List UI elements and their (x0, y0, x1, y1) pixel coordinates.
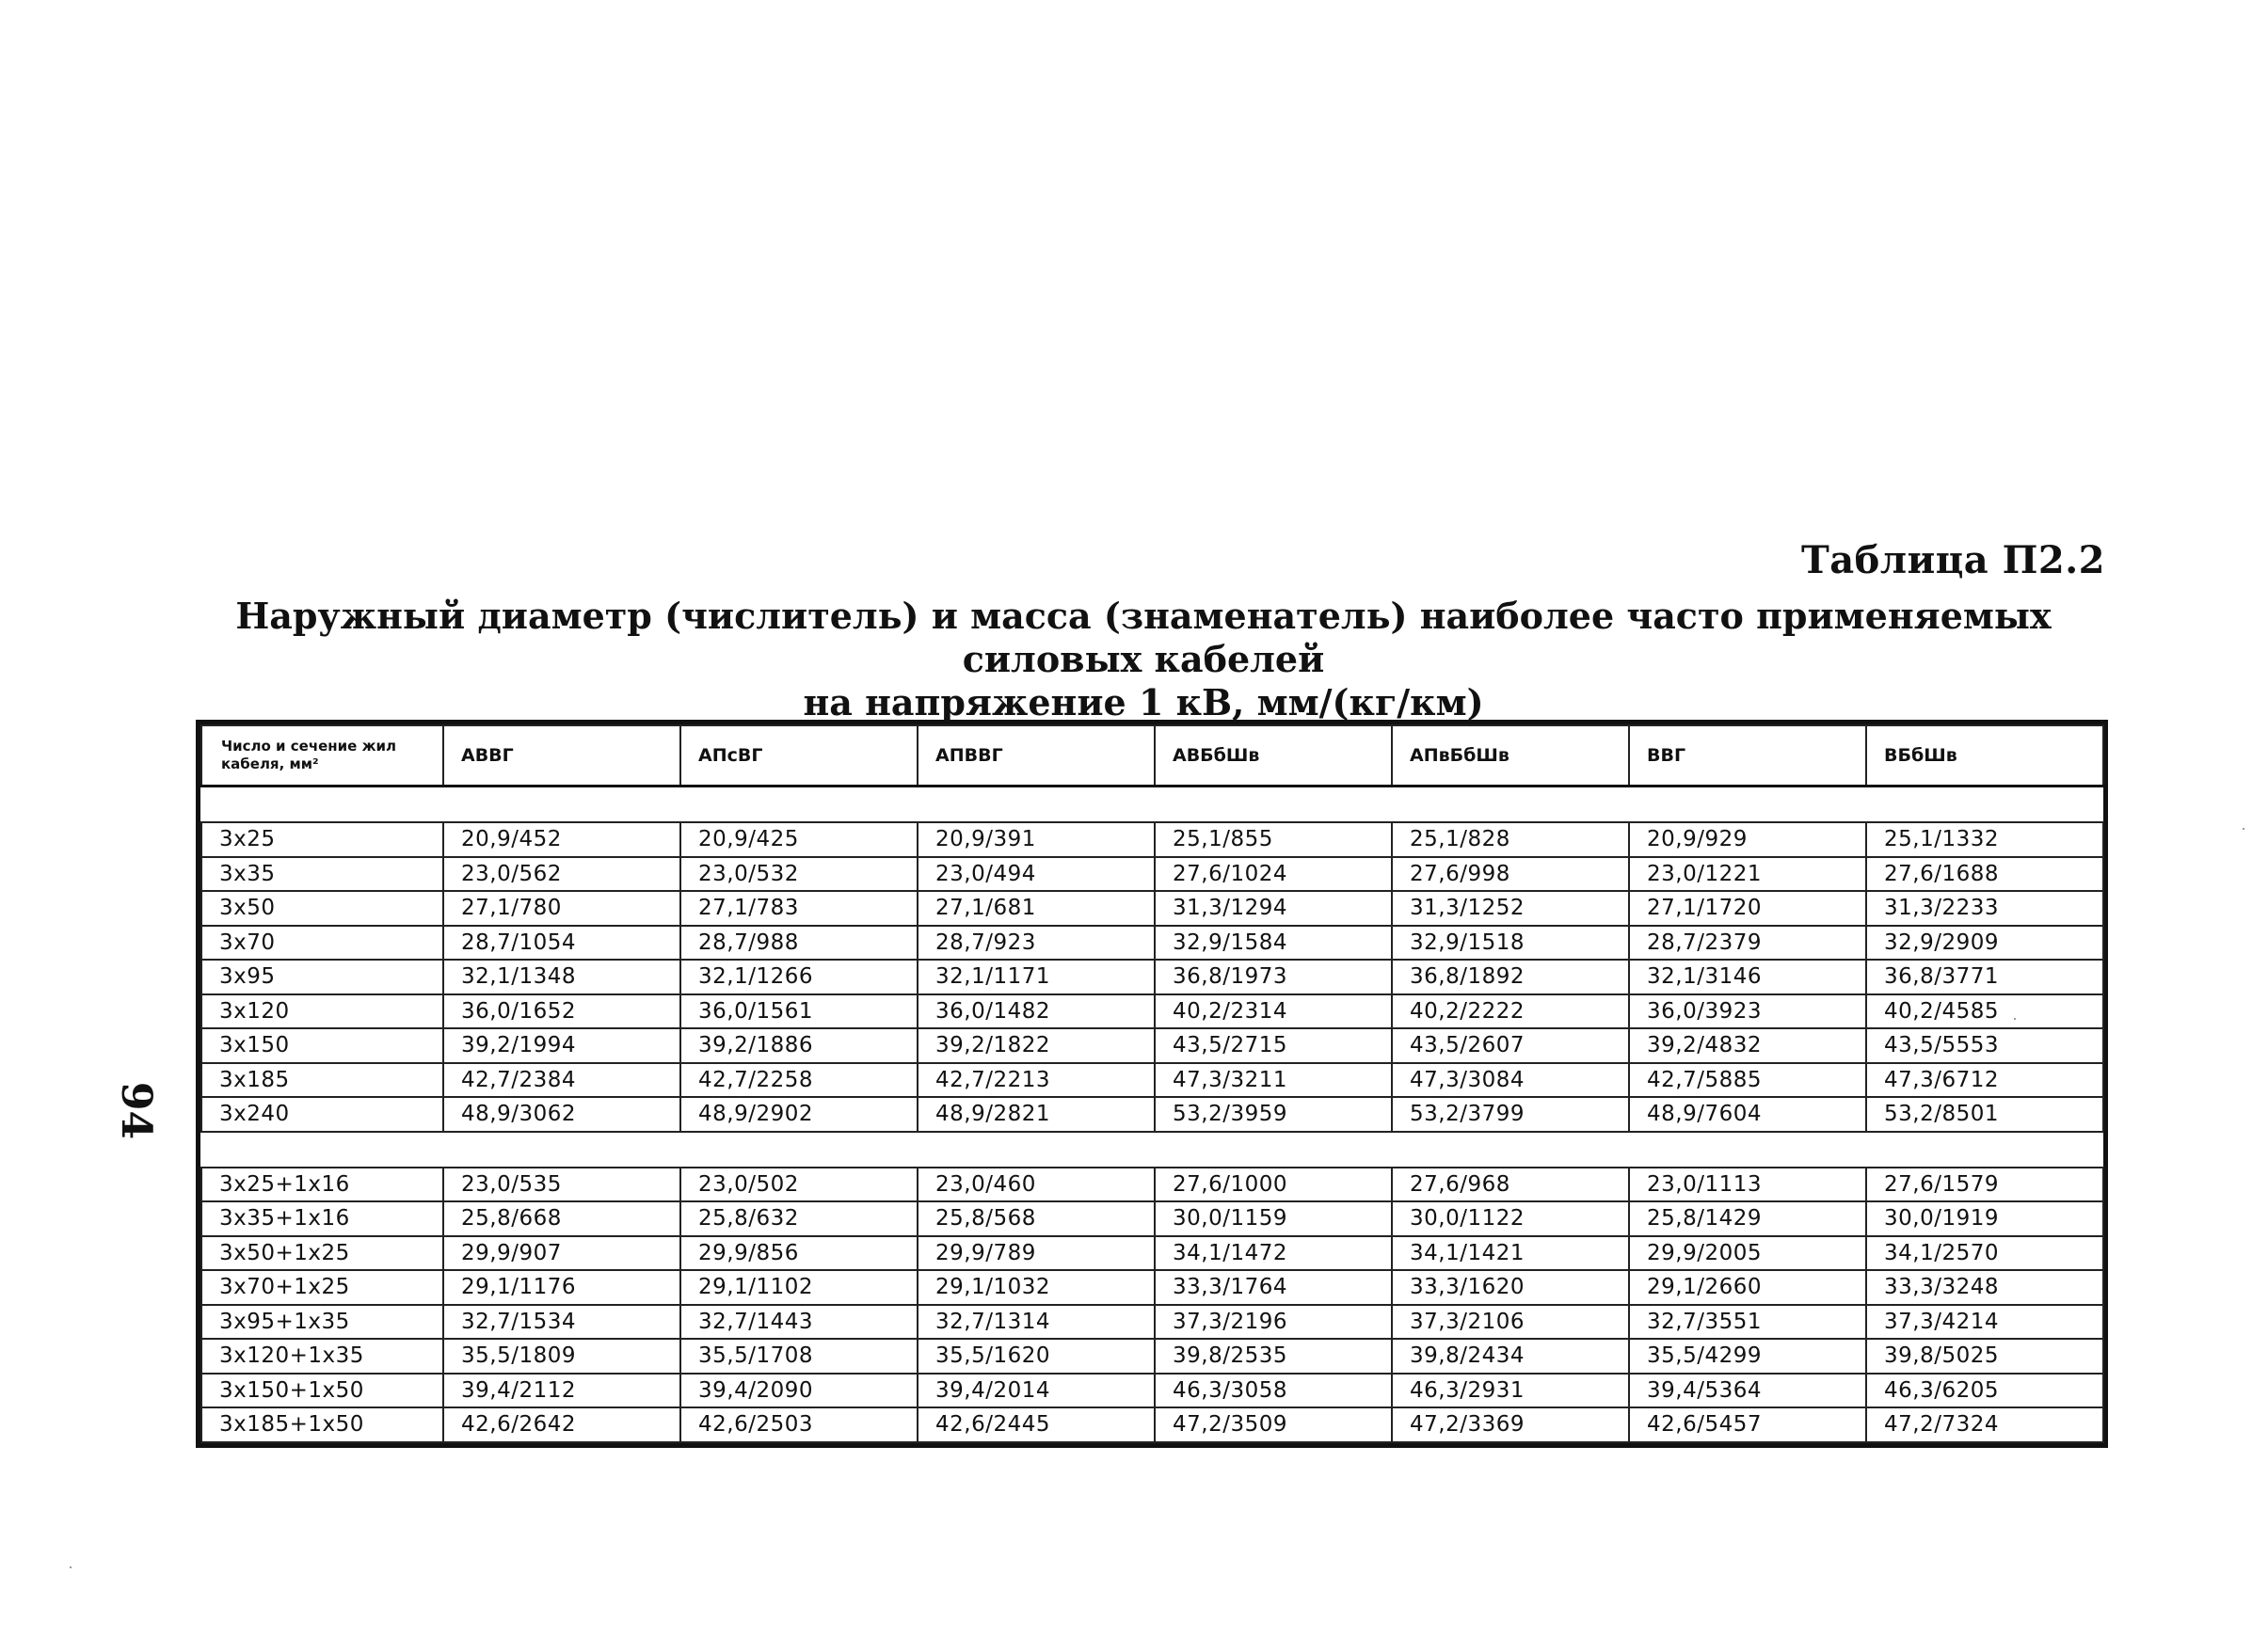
caption-line-2: на напряжение 1 кВ, мм/(кг/км) (803, 681, 1484, 723)
diameter-mass-cell: 32,1/1171 (918, 960, 1155, 994)
diameter-mass-cell: 42,6/2445 (918, 1407, 1155, 1442)
scan-speck (2243, 828, 2244, 830)
diameter-mass-cell: 34,1/1421 (1392, 1236, 1629, 1271)
table-row (201, 960, 2103, 994)
row-cores-cell: 3x95 (201, 960, 443, 994)
row-cores-cell: 3x70+1x25 (201, 1270, 443, 1305)
diameter-mass-cell: 31,3/1294 (1155, 891, 1392, 926)
diameter-mass-cell: 32,9/1518 (1392, 926, 1629, 961)
diameter-mass-cell: 23,0/460 (918, 1168, 1155, 1202)
row-cores-cell: 3x70 (201, 926, 443, 961)
diameter-mass-cell: 32,9/2909 (1866, 926, 2103, 961)
diameter-mass-cell: 47,2/3369 (1392, 1407, 1629, 1442)
diameter-mass-cell: 43,5/5553 (1866, 1028, 2103, 1063)
diameter-mass-cell: 53,2/3959 (1155, 1097, 1392, 1132)
diameter-mass-cell: 20,9/425 (680, 822, 918, 857)
diameter-mass-cell: 27,1/681 (918, 891, 1155, 926)
table-row (201, 1339, 2103, 1374)
diameter-mass-cell: 29,9/856 (680, 1236, 918, 1271)
diameter-mass-cell: 27,1/780 (443, 891, 680, 926)
diameter-mass-cell: 42,6/5457 (1629, 1407, 1866, 1442)
group-separator-cell (201, 787, 2103, 823)
diameter-mass-cell: 29,1/1176 (443, 1270, 680, 1305)
diameter-mass-cell: 32,1/3146 (1629, 960, 1866, 994)
diameter-mass-cell: 43,5/2715 (1155, 1028, 1392, 1063)
table-row (201, 1028, 2103, 1063)
diameter-mass-cell: 29,9/907 (443, 1236, 680, 1271)
cable-table (200, 724, 2104, 1443)
diameter-mass-cell: 23,0/1113 (1629, 1168, 1866, 1202)
row-cores-cell: 3x185+1x50 (201, 1407, 443, 1442)
diameter-mass-cell: 32,7/3551 (1629, 1305, 1866, 1340)
diameter-mass-cell: 25,8/568 (918, 1201, 1155, 1236)
diameter-mass-cell: 39,4/2014 (918, 1374, 1155, 1408)
diameter-mass-cell: 32,7/1443 (680, 1305, 918, 1340)
diameter-mass-cell: 42,6/2503 (680, 1407, 918, 1442)
table-row (201, 1374, 2103, 1408)
diameter-mass-cell: 43,5/2607 (1392, 1028, 1629, 1063)
diameter-mass-cell: 40,2/2222 (1392, 994, 1629, 1029)
diameter-mass-cell: 42,7/2384 (443, 1063, 680, 1098)
diameter-mass-cell: 37,3/2106 (1392, 1305, 1629, 1340)
row-cores-cell: 3x95+1x35 (201, 1305, 443, 1340)
diameter-mass-cell: 20,9/452 (443, 822, 680, 857)
diameter-mass-cell: 23,0/535 (443, 1168, 680, 1202)
diameter-mass-cell: 29,9/789 (918, 1236, 1155, 1271)
diameter-mass-cell: 25,1/1332 (1866, 822, 2103, 857)
header-vbbshv: ВБбШв (1866, 725, 2103, 787)
diameter-mass-cell: 47,2/7324 (1866, 1407, 2103, 1442)
diameter-mass-cell: 42,6/2642 (443, 1407, 680, 1442)
diameter-mass-cell: 30,0/1919 (1866, 1201, 2103, 1236)
diameter-mass-cell: 39,4/2112 (443, 1374, 680, 1408)
header-vvg: ВВГ (1629, 725, 1866, 787)
table-row (201, 1097, 2103, 1132)
diameter-mass-cell: 48,9/3062 (443, 1097, 680, 1132)
diameter-mass-cell: 29,1/1102 (680, 1270, 918, 1305)
row-cores-cell: 3x35 (201, 857, 443, 892)
table-label: Таблица П2.2 (1801, 538, 2105, 582)
diameter-mass-cell: 47,3/3211 (1155, 1063, 1392, 1098)
diameter-mass-cell: 39,2/1994 (443, 1028, 680, 1063)
header-apvvg: АПВВГ (918, 725, 1155, 787)
diameter-mass-cell: 28,7/923 (918, 926, 1155, 961)
diameter-mass-cell: 25,8/668 (443, 1201, 680, 1236)
diameter-mass-cell: 39,8/2434 (1392, 1339, 1629, 1374)
diameter-mass-cell: 27,6/998 (1392, 857, 1629, 892)
table-row (201, 1305, 2103, 1340)
diameter-mass-cell: 36,8/1973 (1155, 960, 1392, 994)
table-body (201, 787, 2103, 1442)
diameter-mass-cell: 31,3/2233 (1866, 891, 2103, 926)
diameter-mass-cell: 53,2/8501 (1866, 1097, 2103, 1132)
diameter-mass-cell: 25,1/828 (1392, 822, 1629, 857)
diameter-mass-cell: 36,8/1892 (1392, 960, 1629, 994)
row-cores-cell: 3x35+1x16 (201, 1201, 443, 1236)
diameter-mass-cell: 40,2/4585 (1866, 994, 2103, 1029)
diameter-mass-cell: 36,0/1652 (443, 994, 680, 1029)
table-header-row (201, 725, 2103, 787)
table-row (201, 891, 2103, 926)
diameter-mass-cell: 28,7/2379 (1629, 926, 1866, 961)
diameter-mass-cell: 36,0/1482 (918, 994, 1155, 1029)
diameter-mass-cell: 47,2/3509 (1155, 1407, 1392, 1442)
diameter-mass-cell: 36,0/3923 (1629, 994, 1866, 1029)
table-row (201, 1236, 2103, 1271)
diameter-mass-cell: 20,9/929 (1629, 822, 1866, 857)
diameter-mass-cell: 23,0/562 (443, 857, 680, 892)
header-cores-section: Число и сечение жил кабеля, мм² (201, 725, 443, 787)
table-caption (169, 595, 2117, 724)
diameter-mass-cell: 32,9/1584 (1155, 926, 1392, 961)
diameter-mass-cell: 23,0/532 (680, 857, 918, 892)
scan-speck (70, 1566, 72, 1568)
diameter-mass-cell: 20,9/391 (918, 822, 1155, 857)
diameter-mass-cell: 48,9/2821 (918, 1097, 1155, 1132)
diameter-mass-cell: 27,6/968 (1392, 1168, 1629, 1202)
diameter-mass-cell: 37,3/2196 (1155, 1305, 1392, 1340)
diameter-mass-cell: 33,3/1764 (1155, 1270, 1392, 1305)
diameter-mass-cell: 36,0/1561 (680, 994, 918, 1029)
diameter-mass-cell: 23,0/1221 (1629, 857, 1866, 892)
diameter-mass-cell: 28,7/1054 (443, 926, 680, 961)
group-separator-row (201, 787, 2103, 823)
diameter-mass-cell: 31,3/1252 (1392, 891, 1629, 926)
table-row (201, 822, 2103, 857)
row-cores-cell: 3x120 (201, 994, 443, 1029)
diameter-mass-cell: 53,2/3799 (1392, 1097, 1629, 1132)
diameter-mass-cell: 29,1/2660 (1629, 1270, 1866, 1305)
diameter-mass-cell: 39,2/4832 (1629, 1028, 1866, 1063)
caption-line-1: Наружный диаметр (числитель) и масса (знаменатель) наиболее часто применяемых силовых кабелей (235, 595, 2052, 680)
diameter-mass-cell: 25,8/632 (680, 1201, 918, 1236)
diameter-mass-cell: 23,0/502 (680, 1168, 918, 1202)
diameter-mass-cell: 39,2/1886 (680, 1028, 918, 1063)
group-separator-cell (201, 1132, 2103, 1168)
group-separator-row (201, 1132, 2103, 1168)
diameter-mass-cell: 39,4/5364 (1629, 1374, 1866, 1408)
diameter-mass-cell: 29,1/1032 (918, 1270, 1155, 1305)
row-cores-cell: 3x50 (201, 891, 443, 926)
diameter-mass-cell: 33,3/3248 (1866, 1270, 2103, 1305)
diameter-mass-cell: 46,3/3058 (1155, 1374, 1392, 1408)
diameter-mass-cell: 39,8/2535 (1155, 1339, 1392, 1374)
cable-table-frame (196, 720, 2108, 1448)
diameter-mass-cell: 35,5/1620 (918, 1339, 1155, 1374)
diameter-mass-cell: 27,6/1688 (1866, 857, 2103, 892)
row-cores-cell: 3x150+1x50 (201, 1374, 443, 1408)
table-row (201, 994, 2103, 1029)
diameter-mass-cell: 27,6/1024 (1155, 857, 1392, 892)
diameter-mass-cell: 29,9/2005 (1629, 1236, 1866, 1271)
page-number: 94 (112, 1081, 161, 1140)
diameter-mass-cell: 25,1/855 (1155, 822, 1392, 857)
diameter-mass-cell: 34,1/2570 (1866, 1236, 2103, 1271)
row-cores-cell: 3x50+1x25 (201, 1236, 443, 1271)
diameter-mass-cell: 42,7/5885 (1629, 1063, 1866, 1098)
diameter-mass-cell: 35,5/1708 (680, 1339, 918, 1374)
table-row (201, 857, 2103, 892)
diameter-mass-cell: 27,1/783 (680, 891, 918, 926)
header-avbbshv: АВБбШв (1155, 725, 1392, 787)
diameter-mass-cell: 37,3/4214 (1866, 1305, 2103, 1340)
table-row (201, 926, 2103, 961)
row-cores-cell: 3x150 (201, 1028, 443, 1063)
diameter-mass-cell: 27,6/1579 (1866, 1168, 2103, 1202)
diameter-mass-cell: 32,7/1534 (443, 1305, 680, 1340)
diameter-mass-cell: 25,8/1429 (1629, 1201, 1866, 1236)
diameter-mass-cell: 39,4/2090 (680, 1374, 918, 1408)
diameter-mass-cell: 42,7/2258 (680, 1063, 918, 1098)
diameter-mass-cell: 40,2/2314 (1155, 994, 1392, 1029)
diameter-mass-cell: 35,5/4299 (1629, 1339, 1866, 1374)
diameter-mass-cell: 32,1/1348 (443, 960, 680, 994)
table-row (201, 1201, 2103, 1236)
diameter-mass-cell: 47,3/3084 (1392, 1063, 1629, 1098)
diameter-mass-cell: 32,1/1266 (680, 960, 918, 994)
diameter-mass-cell: 32,7/1314 (918, 1305, 1155, 1340)
diameter-mass-cell: 42,7/2213 (918, 1063, 1155, 1098)
diameter-mass-cell: 27,6/1000 (1155, 1168, 1392, 1202)
row-cores-cell: 3x25 (201, 822, 443, 857)
diameter-mass-cell: 23,0/494 (918, 857, 1155, 892)
diameter-mass-cell: 36,8/3771 (1866, 960, 2103, 994)
diameter-mass-cell: 33,3/1620 (1392, 1270, 1629, 1305)
row-cores-cell: 3x25+1x16 (201, 1168, 443, 1202)
row-cores-cell: 3x120+1x35 (201, 1339, 443, 1374)
diameter-mass-cell: 30,0/1159 (1155, 1201, 1392, 1236)
row-cores-cell: 3x240 (201, 1097, 443, 1132)
diameter-mass-cell: 27,1/1720 (1629, 891, 1866, 926)
diameter-mass-cell: 48,9/2902 (680, 1097, 918, 1132)
diameter-mass-cell: 34,1/1472 (1155, 1236, 1392, 1271)
diameter-mass-cell: 39,8/5025 (1866, 1339, 2103, 1374)
diameter-mass-cell: 47,3/6712 (1866, 1063, 2103, 1098)
row-cores-cell: 3x185 (201, 1063, 443, 1098)
diameter-mass-cell: 48,9/7604 (1629, 1097, 1866, 1132)
header-apsvg: АПсВГ (680, 725, 918, 787)
table-row (201, 1407, 2103, 1442)
header-apvbbshv: АПвБбШв (1392, 725, 1629, 787)
diameter-mass-cell: 46,3/2931 (1392, 1374, 1629, 1408)
diameter-mass-cell: 30,0/1122 (1392, 1201, 1629, 1236)
diameter-mass-cell: 35,5/1809 (443, 1339, 680, 1374)
table-row (201, 1270, 2103, 1305)
table-row (201, 1063, 2103, 1098)
diameter-mass-cell: 39,2/1822 (918, 1028, 1155, 1063)
header-avvg: АВВГ (443, 725, 680, 787)
table-row (201, 1168, 2103, 1202)
diameter-mass-cell: 28,7/988 (680, 926, 918, 961)
diameter-mass-cell: 46,3/6205 (1866, 1374, 2103, 1408)
